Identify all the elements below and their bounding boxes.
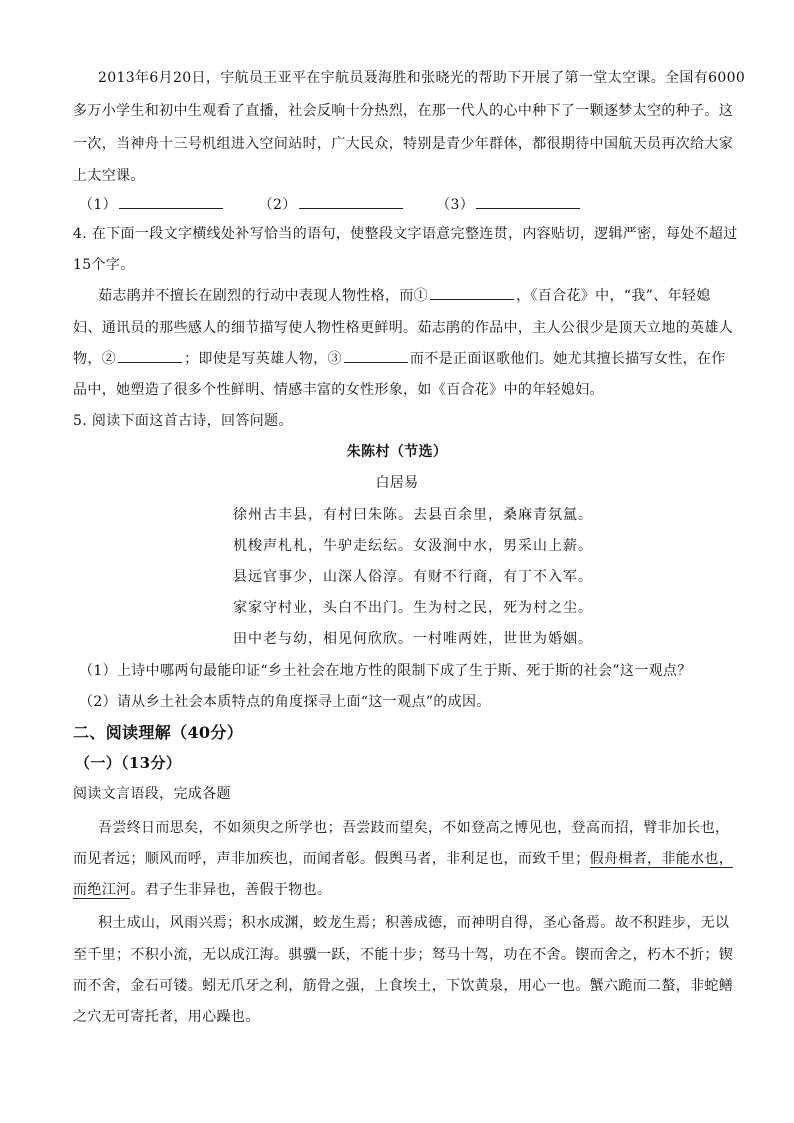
- poem-line: 机梭声札札，牛驴走纭纭。女汲涧中水，男采山上薪。: [233, 538, 593, 554]
- poem-author: 白居易: [375, 475, 419, 491]
- underlined-sentence: 假舟楫者，非能水也，: [589, 851, 734, 867]
- section-heading: 二、阅读理解（40分）: [73, 723, 244, 742]
- classical-text: 。假舆马者，非利足也，而致千里；: [360, 851, 590, 867]
- q4-text: 物，②: [73, 351, 117, 367]
- passage-line: 2013年6月20日，宇航员王亚平在宇航员聂海胜和张晓光的帮助下开展了第一堂太空课。全国有6000: [98, 70, 746, 86]
- answer-label-3: （3）: [436, 197, 475, 213]
- section-instruction: 阅读文言语段，完成各题: [73, 786, 231, 802]
- emphasis-dot-char: 彰: [345, 851, 361, 867]
- q4-blank-2[interactable]: [118, 346, 182, 363]
- poem-line: 田中老与幼，相见何欣欣。一村唯两姓，世世为婚姻。: [233, 631, 593, 647]
- classical-text: 。君子生非异也，善假于物也。: [130, 882, 332, 898]
- q4-blank-3[interactable]: [344, 346, 408, 363]
- answer-blank-1[interactable]: [119, 192, 223, 209]
- classical-text: 至千里；不积小流，无以成江海。骐骥一跃，不能十步；驽马十驾，功在不舍。: [73, 947, 576, 963]
- q4-stem: 4. 在下面一段文字横线处补写恰当的语句，使整段文字语意完整连贯，内容贴切，逻辑严密，每处不超过: [73, 226, 738, 242]
- q4-stem-cont: 15个字。: [73, 257, 135, 273]
- classical-text-line: 而不舍，金石可镂。蚓无爪牙之利，筋骨之强，上食埃土，下饮黄泉，用心一也。蟹六跪而二螯，非蛇鳝: [73, 978, 734, 994]
- q4-text: 茹志鹃并不擅长在剧烈的行动中表现人物性格，而①: [98, 288, 429, 304]
- answer-blank-2[interactable]: [299, 192, 403, 209]
- q4-para-line: 妇、通讯员的那些感人的细节描写使人物性格更鲜明。茹志鹃的作品中，主人公很少是顶天立地的英雄人: [73, 320, 734, 336]
- q4-para-line: [98, 280, 711, 313]
- classical-text-line: 之穴无可寄托者，用心躁也。: [73, 1009, 260, 1025]
- q5-stem: 5. 阅读下面这首古诗，回答问题。: [73, 413, 293, 429]
- answer-label-1: （1）: [79, 197, 117, 213]
- classical-text-line: [73, 939, 733, 972]
- emphasis-dot-char: 锲: [575, 947, 590, 963]
- q4-text: 而不是正面讴歌他们。她尤其擅长描写女性，在作: [409, 351, 726, 367]
- sub-section-heading: （一）（13分）: [75, 754, 182, 772]
- classical-text-line: 吾尝终日而思矣，不如须臾之所学也；吾尝跂而望矣，不如登高之博见也，登高而招，臂非加长也，: [98, 820, 730, 836]
- underlined-sentence: 而绝江河: [73, 882, 131, 898]
- poem-title: 朱陈村（节选）: [346, 444, 448, 460]
- q4-text: ，《百合花》中，“我”、年轻媳: [516, 288, 711, 304]
- passage-line: 上太空课。: [73, 168, 145, 184]
- classical-text-line: [73, 843, 733, 876]
- classical-text: 而舍之，朽木不折；锲: [589, 947, 734, 963]
- q4-para-line: 品中，她塑造了很多个性鲜明、情感丰富的女性形象，如《百合花》中的年轻媳妇。: [73, 382, 604, 398]
- classical-text-line: [73, 874, 331, 907]
- q4-blank-1[interactable]: [430, 283, 514, 300]
- q4-para-line: [73, 343, 726, 376]
- classical-text: 而见者远；顺风而呼，声非加疾也，而闻者: [73, 851, 346, 867]
- poem-line: 家家守村业，头白不出门。生为村之民，死为村之尘。: [233, 600, 593, 616]
- passage-line: 多万小学生和初中生观看了直播，社会反响十分热烈，在那一代人的心中种下了一颗逐梦太空的种子。这: [73, 103, 734, 119]
- answer-blank-3[interactable]: [476, 192, 580, 209]
- answer-label-2: （2）: [258, 197, 297, 213]
- q5-sub-question-1: （1）上诗中哪两句最能印证“乡土社会在地方性的限制下成了生于斯、死于斯的社会”这一观点？: [79, 663, 692, 679]
- passage-line: 一次，当神舟十三号机组进入空间站时，广大民众，特别是青少年群体，都很期待中国航天员再次给大家: [73, 136, 734, 152]
- poem-line: 徐州古丰县，有村曰朱陈。去县百余里，桑麻青氛氲。: [233, 507, 593, 523]
- q5-sub-question-2: （2）请从乡土社会本质特点的角度探寻上面“这一观点”的成因。: [79, 694, 491, 710]
- classical-text-line: 积土成山，风雨兴焉；积水成渊，蛟龙生焉；积善成德，而神明自得，圣心备焉。故不积跬步，无以: [98, 915, 730, 931]
- q4-text: ；即使是写英雄人物，③: [184, 351, 342, 367]
- poem-line: 县远官事少，山深人俗淳。有财不行商，有丁不入军。: [233, 569, 593, 585]
